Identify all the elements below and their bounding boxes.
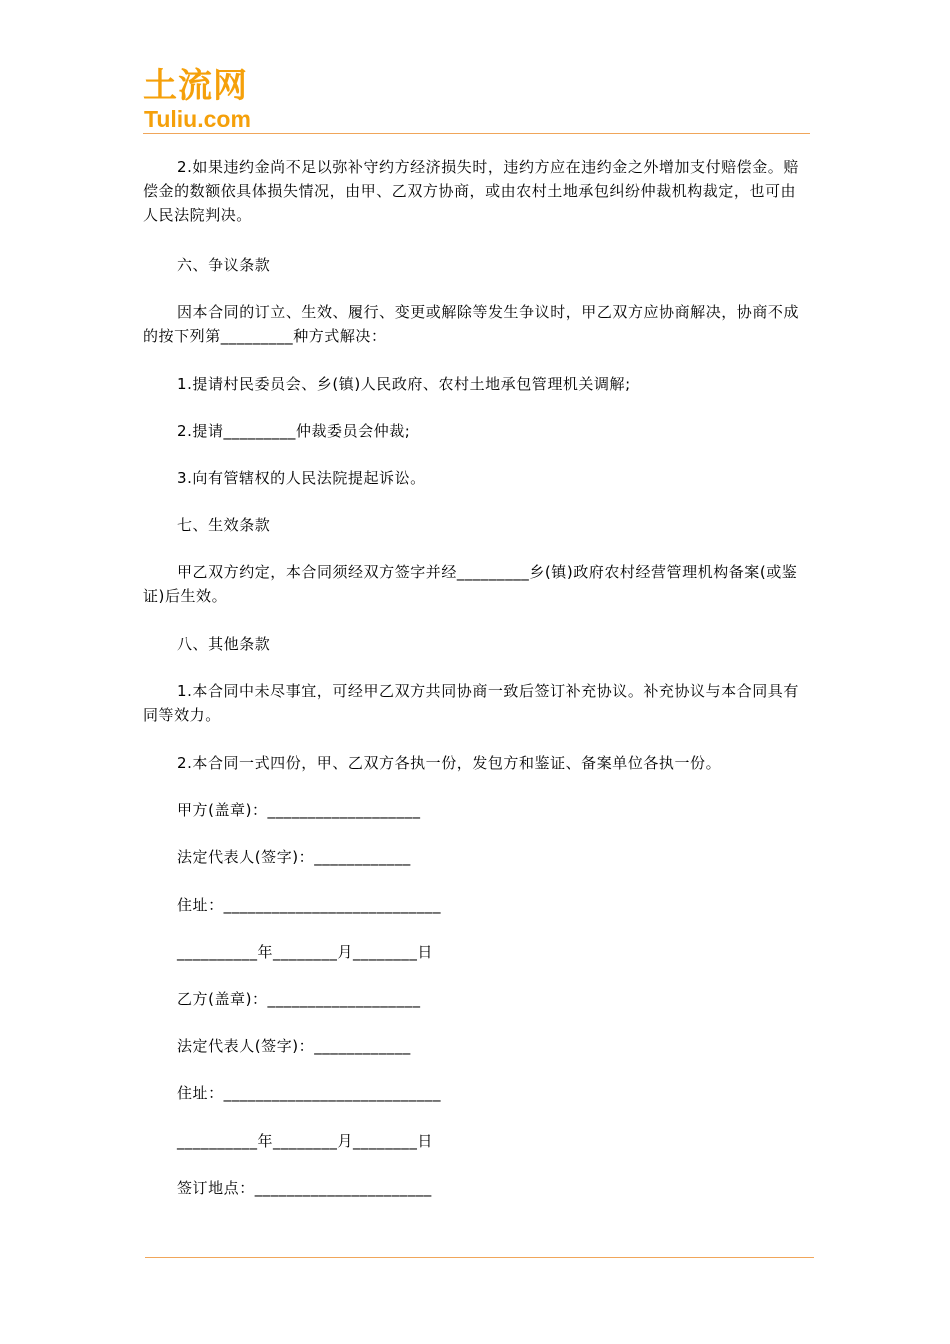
party-b-date-line: __________年________月________日 — [177, 1132, 433, 1150]
paragraph-copies: 2.本合同一式四份，甲、乙双方各执一份，发包方和鉴证、备案单位各执一份。 — [177, 754, 722, 772]
dispute-option-arbitration: 2.提请_________仲裁委员会仲裁; — [177, 422, 411, 440]
party-a-seal-line: 甲方(盖章)：___________________ — [177, 801, 421, 819]
logo-chinese-text: 土流网 — [143, 66, 248, 106]
section-heading-other: 八、其他条款 — [177, 635, 271, 653]
paragraph-effectiveness: 甲乙双方约定，本合同须经双方签字并经_________乡(镇)政府农村经营管理机构备案(或鉴证)后生效。 — [143, 563, 798, 605]
party-b-address-line: 住址：___________________________ — [177, 1084, 441, 1102]
footer-divider — [145, 1257, 814, 1258]
party-a-address-line: 住址：___________________________ — [177, 896, 441, 914]
section-heading-effectiveness: 七、生效条款 — [177, 516, 271, 534]
party-b-representative-line: 法定代表人(签字)：____________ — [177, 1037, 411, 1055]
dispute-option-mediation: 1.提请村民委员会、乡(镇)人民政府、农村土地承包管理机关调解; — [177, 375, 631, 393]
paragraph-dispute-resolution: 因本合同的订立、生效、履行、变更或解除等发生争议时，甲乙双方应协商解决，协商不成的按下列第_________种方式解决： — [143, 303, 800, 345]
signing-place-line: 签订地点：______________________ — [177, 1179, 432, 1197]
logo-latin-text: Tuliu.com — [144, 106, 251, 132]
section-heading-dispute: 六、争议条款 — [177, 256, 271, 274]
paragraph-supplementary: 1.本合同中未尽事宜，可经甲乙双方共同协商一致后签订补充协议。补充协议与本合同具有同等效力。 — [143, 682, 799, 724]
party-a-date-line: __________年________月________日 — [177, 943, 433, 961]
tuliu-logo — [143, 66, 283, 136]
header-divider — [143, 133, 810, 134]
party-b-seal-line: 乙方(盖章)：___________________ — [177, 990, 421, 1008]
party-a-representative-line: 法定代表人(签字)：____________ — [177, 848, 411, 866]
paragraph-compensation: 2.如果违约金尚不足以弥补守约方经济损失时，违约方应在违约金之外增加支付赔偿金。赔偿金的数额依具体损失情况，由甲、乙双方协商，或由农村土地承包纠纷仲裁机构裁定，也可由人民法院判决。 — [143, 158, 799, 224]
dispute-option-litigation: 3.向有管辖权的人民法院提起诉讼。 — [177, 469, 426, 487]
